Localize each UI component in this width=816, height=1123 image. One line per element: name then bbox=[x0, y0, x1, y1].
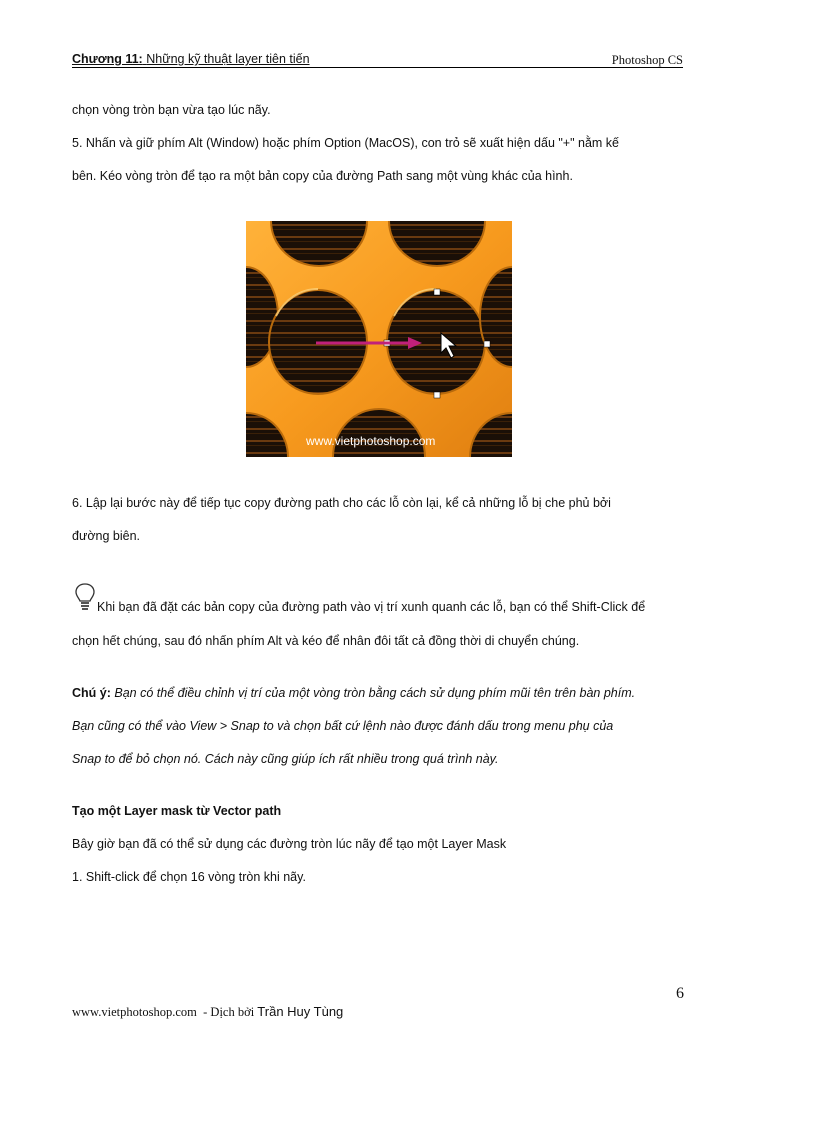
figure-image bbox=[246, 221, 512, 457]
step5-line1: 5. Nhấn và giữ phím Alt (Window) hoặc phím Option (MacOS), con trỏ sẽ xuất hiện dấu "+" nằm kế bbox=[72, 136, 620, 150]
footer-translator: Trần Huy Tùng bbox=[257, 1004, 344, 1019]
note-line1 bbox=[72, 686, 635, 700]
product-name: Photoshop CS bbox=[611, 53, 683, 67]
chapter-title: Những kỹ thuật layer tiên tiến bbox=[146, 52, 310, 66]
paragraph-line: chọn vòng tròn bạn vừa tạo lúc nãy. bbox=[72, 103, 271, 117]
figure-path-copy bbox=[246, 221, 512, 457]
step5-line2: bên. Kéo vòng tròn để tạo ra một bản copy của đường Path sang một vùng khác của hình. bbox=[72, 169, 573, 183]
note-line2: Bạn cũng có thể vào View > Snap to và chọn bất cứ lệnh nào được đánh dấu trong menu phụ của bbox=[72, 719, 614, 733]
tip-line1: Khi bạn đã đặt các bản copy của đường path vào vị trí xunh quanh các lỗ, bạn có thể Shift-Click để bbox=[97, 600, 646, 614]
chapter-heading bbox=[72, 52, 310, 66]
footer-translated-by: - Dịch bởi bbox=[203, 1005, 255, 1019]
section-heading: Tạo một Layer mask từ Vector path bbox=[72, 804, 282, 818]
section-intro: Bây giờ bạn đã có thể sử dụng các đường tròn lúc nãy để tạo một Layer Mask bbox=[72, 837, 507, 851]
tip-line2: chọn hết chúng, sau đó nhấn phím Alt và kéo để nhân đôi tất cả đồng thời di chuyển chúng. bbox=[72, 634, 580, 648]
note-line3: Snap to để bỏ chọn nó. Cách này cũng giúp ích rất nhiều trong quá trình này. bbox=[72, 752, 499, 766]
step6-line2: đường biên. bbox=[72, 529, 140, 543]
page-footer bbox=[72, 1004, 343, 1020]
step1-line: 1. Shift-click để chọn 16 vòng tròn khi nãy. bbox=[72, 870, 306, 884]
note-text: Bạn có thể điều chỉnh vị trí của một vòng tròn bằng cách sử dụng phím mũi tên trên bàn phím. bbox=[114, 686, 636, 700]
page-number: 6 bbox=[676, 985, 684, 1002]
watermark: www.vietphotoshop.com bbox=[306, 434, 436, 448]
chapter-label: Chương 11: bbox=[72, 52, 143, 66]
page-header bbox=[72, 52, 683, 68]
lightbulb-icon bbox=[73, 582, 97, 612]
note-label: Chú ý: bbox=[72, 686, 111, 700]
step6-line1: 6. Lập lại bước này để tiếp tục copy đường path cho các lỗ còn lại, kể cả những lỗ bị che phủ bởi bbox=[72, 496, 611, 510]
footer-site: www.vietphotoshop.com bbox=[72, 1005, 197, 1019]
